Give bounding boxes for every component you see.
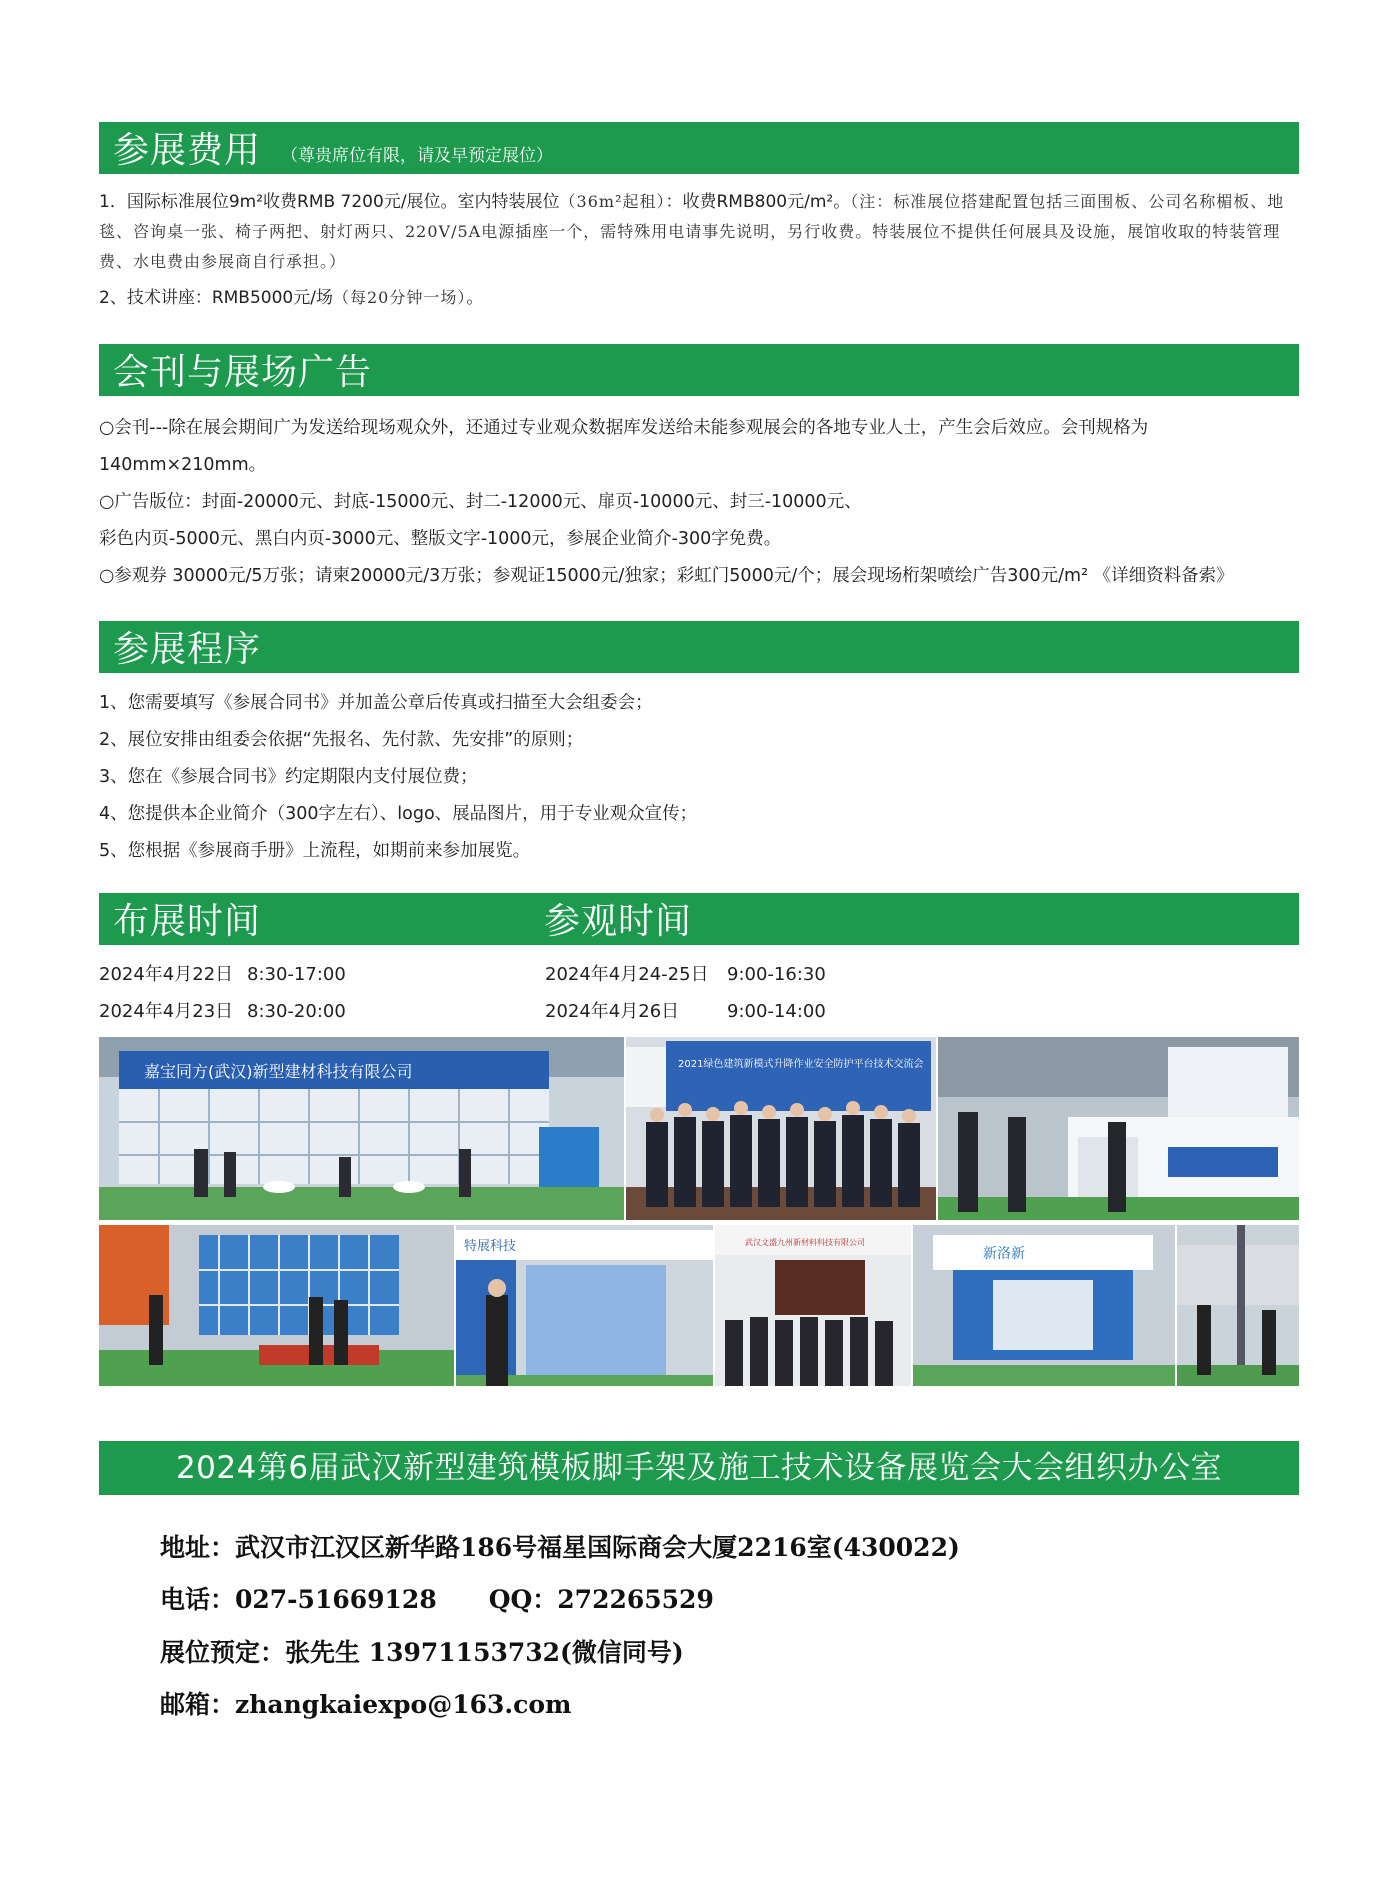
setup-date: 2024年4月23日 [99, 1001, 234, 1022]
fees-item-1-main2: ：收费RMB800元/m²。 [665, 192, 851, 212]
svg-text:新洛新: 新洛新 [983, 1246, 1025, 1262]
setup-time: 8:30-20:00 [247, 1001, 346, 1022]
visit-date: 2024年4月24-25日 [545, 964, 709, 985]
svg-text:武汉文盛九州新材料科技有限公司: 武汉文盛九州新材料科技有限公司 [745, 1238, 865, 1247]
contact-phone-row [160, 1580, 714, 1616]
exhibition-photo-collage [99, 1037, 1299, 1386]
fees-subtitle: （尊贵席位有限，请及早预定展位） [281, 146, 554, 166]
setup-date: 2024年4月22日 [99, 964, 234, 985]
contact-qq: QQ：272265529 [488, 1585, 714, 1614]
schedule-header [99, 893, 1299, 945]
fees-item-2-note: （每20分钟一场） [332, 288, 467, 307]
fees-item-1-mid: （36m²起租） [559, 192, 666, 211]
procedure-step: 3、您在《参展合同书》约定期限内支付展位费； [99, 767, 478, 787]
exhibition-photo [626, 1037, 936, 1220]
fees-item-2 [99, 283, 1304, 313]
exhibition-photo [913, 1225, 1175, 1386]
fees-item-1 [99, 187, 1304, 277]
exhibition-photo [456, 1225, 713, 1386]
procedure-step: 2、展位安排由组委会依据“先报名、先付款、先安排”的原则； [99, 730, 584, 750]
procedure-step: 1、您需要填写《参展合同书》并加盖公章后传真或扫描至大会组委会； [99, 693, 653, 713]
exhibition-photo [99, 1037, 624, 1220]
visit-row [545, 956, 826, 993]
visit-time-title: 参观时间 [544, 901, 693, 942]
ads-line-5: ○参观券 30000元/5万张；请柬20000元/3万张；参观证15000元/独家；彩虹门5000元/个；展会现场桁架喷绘广告300元/m² 《详细资料备索》 [99, 566, 1234, 586]
contact-email: 邮箱：zhangkaiexpo@163.com [160, 1690, 572, 1719]
exhibition-photo [715, 1225, 911, 1386]
visit-time: 9:00-14:00 [727, 1001, 826, 1022]
fees-item-2-end: 。 [466, 288, 484, 308]
setup-row [99, 956, 346, 993]
procedure-title: 参展程序 [113, 629, 262, 670]
fees-item-1-note: （注：标准展位搭建配置包括三面围板、公司名称楣板、地毯、咨询桌一张、椅子两把、射灯两只、220V/5A电源插座一个，需特殊用电请事先说明，另行收费。特装展位不提供任何展具及设施，展馆收取的特装管理费、水电费由参展商自行承担。） [99, 192, 1285, 271]
ads-line-4: 彩色内页-5000元、黑白内页-3000元、整版文字-1000元，参展企业简介-300字免费。 [99, 529, 782, 549]
ads-line-3: ○广告版位：封面-20000元、封底-15000元、封二-12000元、扉页-10000元、封三-10000元、 [99, 492, 862, 512]
fees-item-2-main: 2、技术讲座：RMB5000元/场 [99, 288, 333, 308]
procedure-header [99, 621, 1299, 673]
contact-address: 地址：武汉市江汉区新华路186号福星国际商会大厦2216室(430022) [160, 1533, 960, 1562]
fees-item-1-main: 1．国际标准展位9m²收费RMB 7200元/展位。室内特装展位 [99, 192, 560, 212]
visit-date: 2024年4月26日 [545, 1001, 680, 1022]
exhibition-photo [99, 1225, 454, 1386]
svg-text:嘉宝同方(武汉)新型建材科技有限公司: 嘉宝同方(武汉)新型建材科技有限公司 [144, 1062, 413, 1081]
fees-header [99, 122, 1299, 174]
setup-row [99, 993, 346, 1030]
svg-text:特展科技: 特展科技 [464, 1239, 517, 1254]
visit-time: 9:00-16:30 [727, 964, 826, 985]
ads-title: 会刊与展场广告 [113, 352, 373, 393]
ads-line-2: 140mm×210mm。 [99, 455, 267, 475]
fees-title: 参展费用 [113, 130, 262, 171]
visit-row [545, 993, 826, 1030]
svg-text:2021绿色建筑新模式升降作业安全防护平台技术交流会: 2021绿色建筑新模式升降作业安全防护平台技术交流会 [678, 1059, 924, 1070]
procedure-step: 5、您根据《参展商手册》上流程，如期前来参加展览。 [99, 841, 531, 861]
procedure-step: 4、您提供本企业简介（300字左右）、logo、展品图片，用于专业观众宣传； [99, 804, 698, 824]
ads-line-1: ○会刊---除在展会期间广为发送给现场观众外，还通过专业观众数据库发送给未能参观展会的各地专业人士，产生会后效应。会刊规格为 [99, 418, 1149, 438]
setup-time: 8:30-17:00 [247, 964, 346, 985]
exhibition-photo [1177, 1225, 1299, 1386]
organizer-banner: 2024第6届武汉新型建筑模板脚手架及施工技术设备展览会大会组织办公室 [99, 1441, 1299, 1495]
contact-booking: 展位预定：张先生 13971153732(微信同号) [160, 1638, 684, 1667]
ads-header [99, 344, 1299, 396]
contact-phone: 电话：027-51669128 [160, 1585, 437, 1614]
setup-time-title: 布展时间 [113, 901, 262, 942]
exhibition-photo [938, 1037, 1299, 1220]
